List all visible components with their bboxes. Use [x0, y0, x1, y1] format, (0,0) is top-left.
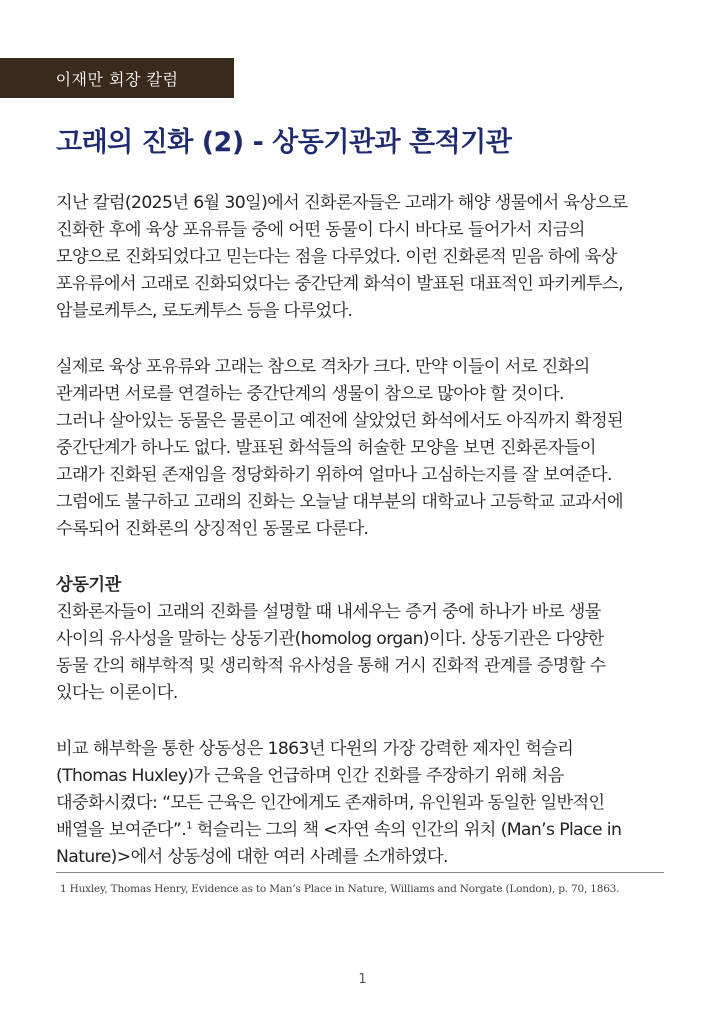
text-line: 진화론자들이 고래의 진화를 설명할 때 내세우는 증거 중에 하나가 바로 생물: [56, 602, 601, 622]
text-line: [56, 817, 680, 844]
text-line: 사이의 유사성을 말하는 상동기관(homolog organ)이다. 상동기관은 다양한: [56, 629, 604, 649]
text-line: 중간단계가 하나도 없다. 발표된 화석들의 허술한 모양을 보면 진화론자들이: [56, 438, 596, 458]
section-heading: 상동기관: [56, 575, 121, 595]
text-line: 그럼에도 불구하고 고래의 진화는 오늘날 대부분의 대학교나 고등학교 교과서에: [56, 492, 624, 512]
article-title: 고래의 진화 (2) - 상동기관과 흔적기관: [56, 127, 512, 158]
text-line: 실제로 육상 포유류와 고래는 참으로 격차가 크다. 만약 이들이 서로 진화의: [56, 357, 590, 377]
text-line: 비교 해부학을 통한 상동성은 1863년 다윈의 가장 강력한 제자인 헉슬리: [56, 739, 574, 759]
text-line: 대중화시켰다: “모든 근육은 인간에게도 존재하며, 유인원과 동일한 일반적인: [56, 793, 605, 813]
text-line: 관계라면 서로를 연결하는 중간단계의 생물이 참으로 많아야 할 것이다.: [56, 384, 564, 404]
footnote-text: 1 Huxley, Thomas Henry, Evidence as to Man’s Place in Nature, Williams and Norgate (London), p. 70, 1863.: [60, 883, 620, 895]
text-line: 지난 칼럼(2025년 6월 30일)에서 진화론자들은 고래가 해양 생물에서 육상으로: [56, 193, 628, 213]
paragraph-gap: [56, 354, 680, 543]
text-segment: 헉슬리는 그의 책 <자연 속의 인간의 위치 (Man’s Place in: [191, 820, 622, 840]
category-label: 이재만 회장 칼럼: [55, 69, 179, 89]
text-line: 모양으로 진화되었다고 믿는다는 점을 다루었다. 이런 진화론적 믿음 하에 육상: [56, 247, 617, 267]
text-line: 있다는 이론이다.: [56, 683, 178, 703]
text-line: 암블로케투스, 로도케투스 등을 다루었다.: [56, 301, 353, 321]
footnote-divider: [56, 872, 664, 873]
text-line: 그러나 살아있는 동물은 물론이고 예전에 살았었던 화석에서도 아직까지 확정된: [56, 411, 624, 431]
article-body: [56, 190, 680, 871]
text-line: 수록되어 진화론의 상징적인 동물로 다룬다.: [56, 519, 369, 539]
footnote-reference[interactable]: 1: [186, 820, 192, 832]
column-category-banner: [0, 58, 234, 98]
text-line: Nature)>에서 상동성에 대한 여러 사례를 소개하였다.: [56, 847, 448, 867]
text-line: 고래가 진화된 존재임을 정당화하기 위하여 얼마나 고심하는지를 잘 보여준다.: [56, 465, 612, 485]
text-line: 진화한 후에 육상 포유류들 중에 어떤 동물이 다시 바다로 들어가서 지금의: [56, 220, 585, 240]
paragraph-huxley: [56, 736, 680, 871]
text-line: (Thomas Huxley)가 근육을 언급하며 인간 진화를 주장하기 위해 처음: [56, 766, 564, 786]
paragraph-homolog: [56, 599, 680, 707]
paragraph-intro: [56, 190, 680, 325]
text-line: 포유류에서 고래로 진화되었다는 중간단계 화석이 발표된 대표적인 파키케투스,: [56, 274, 624, 294]
text-line: 동물 간의 해부학적 및 생리학적 유사성을 통해 거시 진화적 관계를 증명할 수: [56, 656, 606, 676]
text-segment: 배열을 보여준다”.: [56, 820, 187, 840]
page-number: 1: [358, 972, 367, 987]
